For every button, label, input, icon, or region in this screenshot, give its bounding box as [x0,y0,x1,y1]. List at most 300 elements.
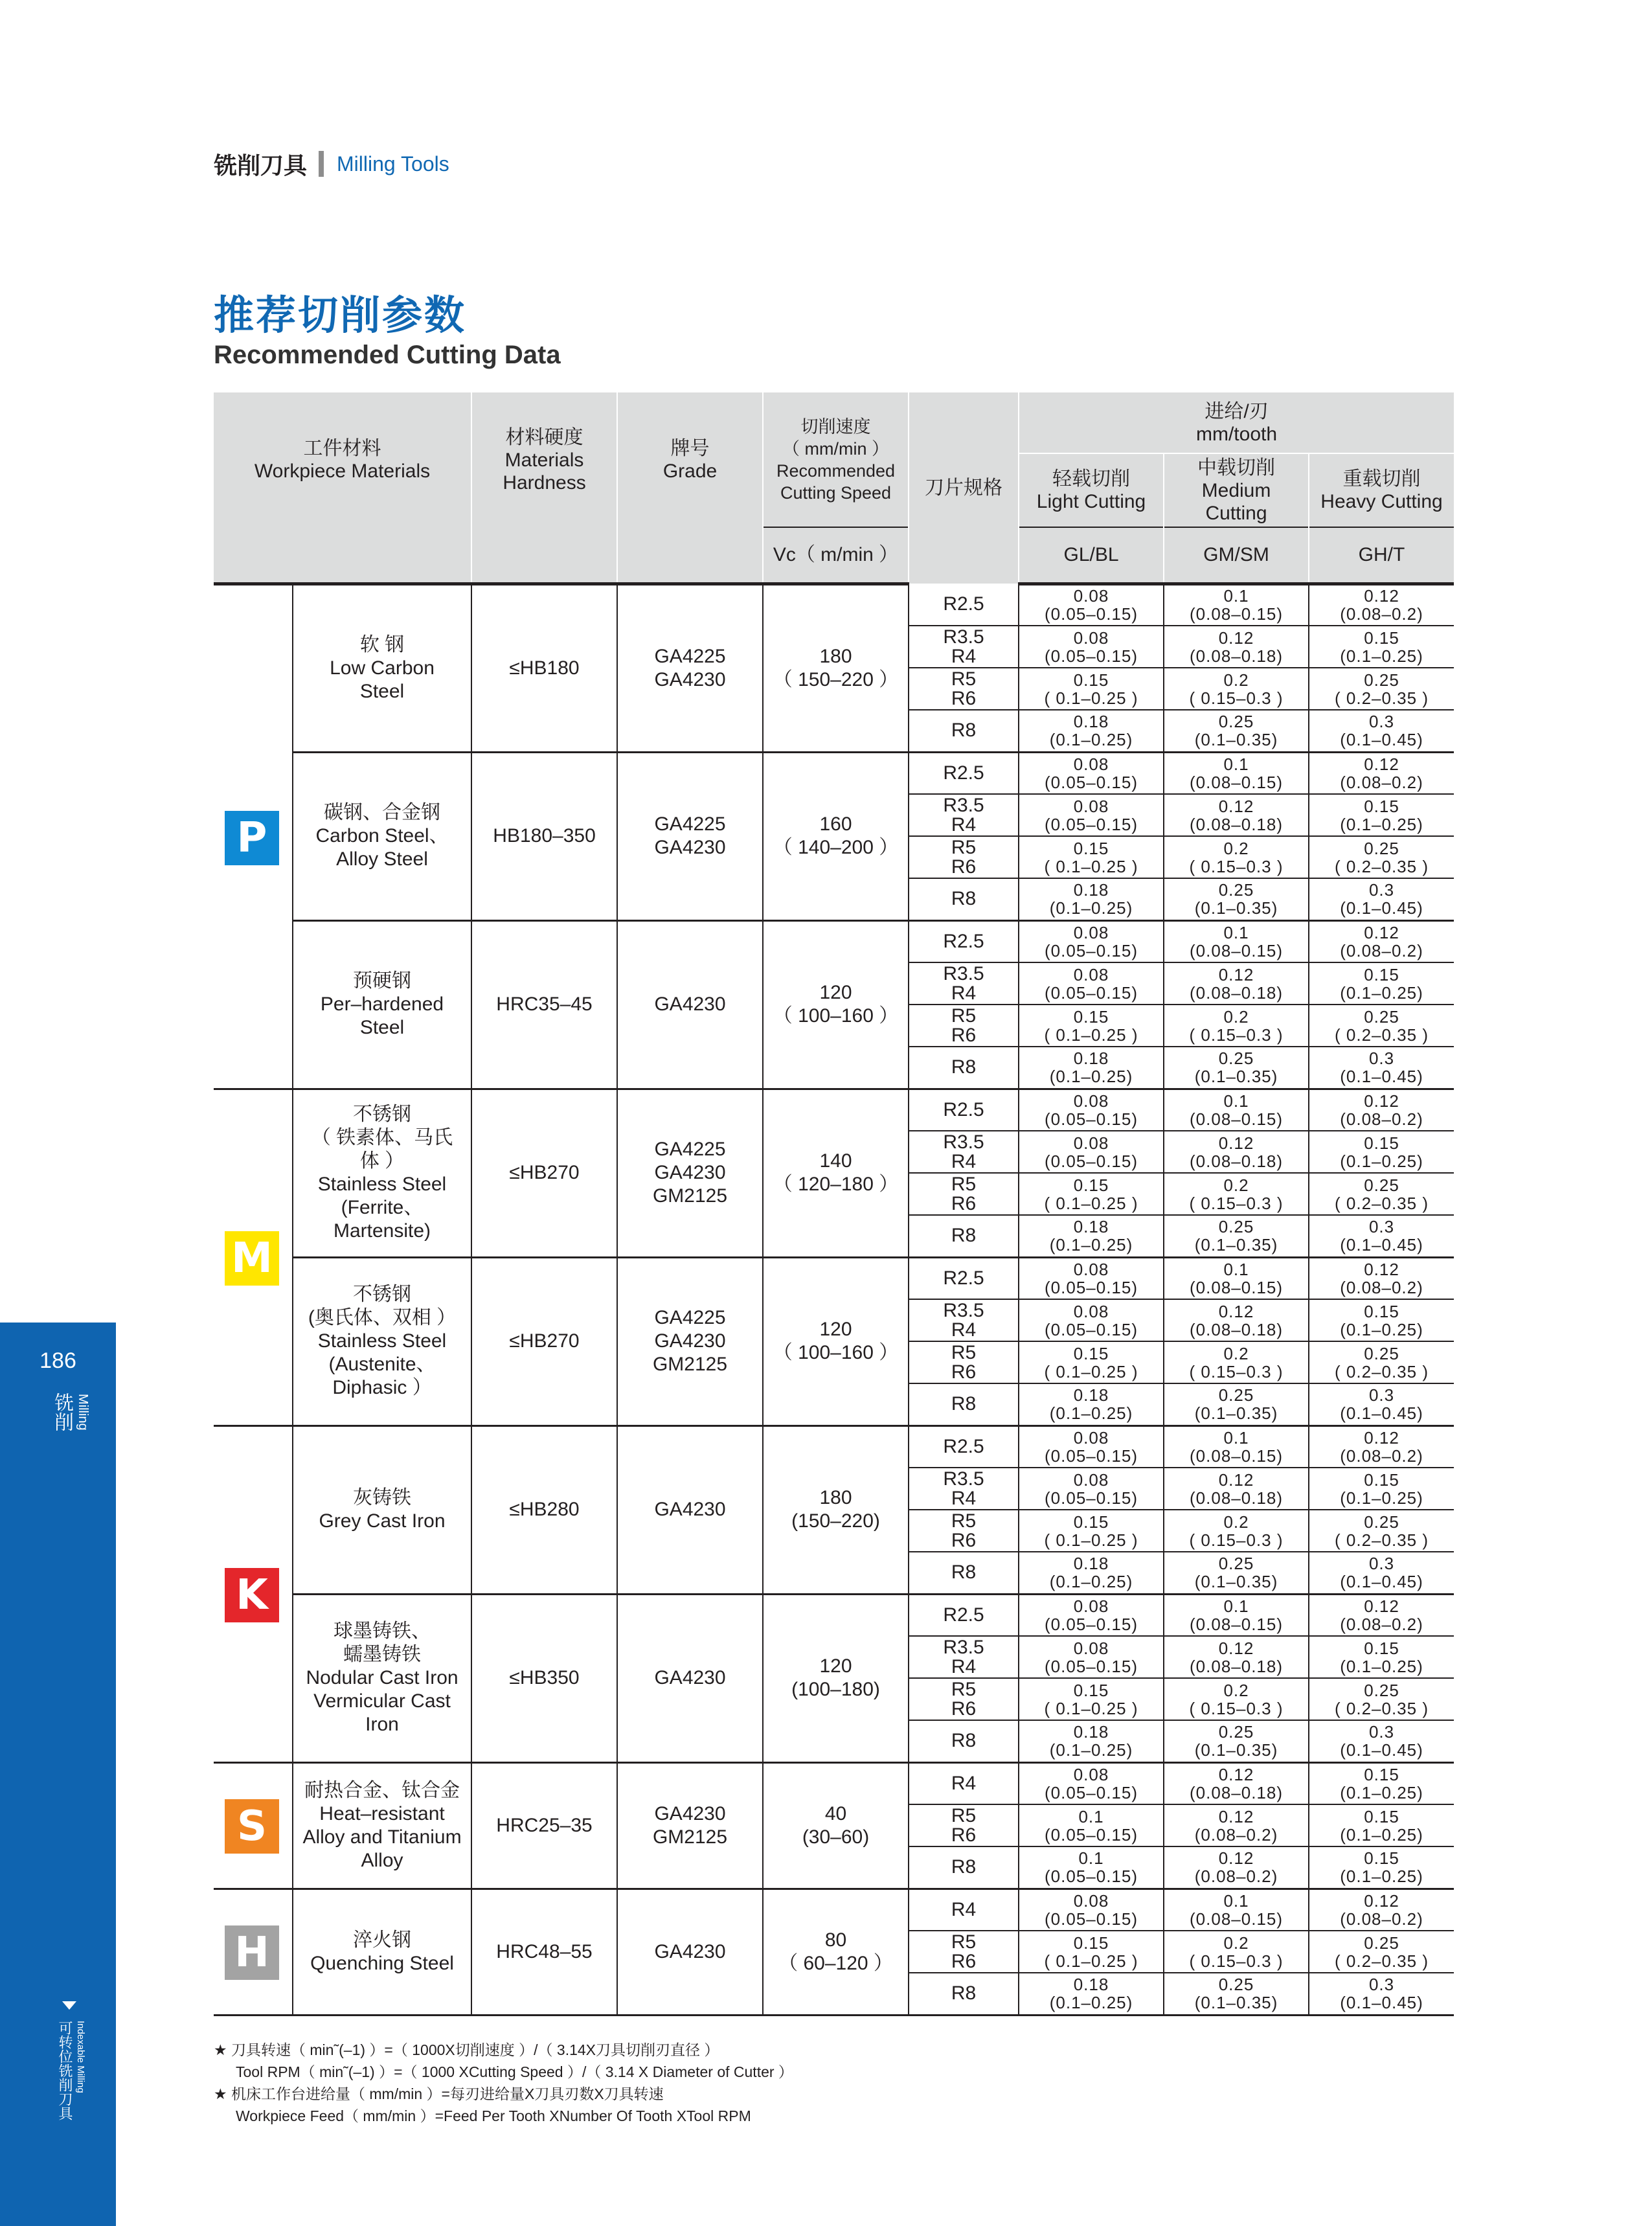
insert-size [909,1383,1019,1425]
cutting-speed [763,1594,909,1762]
text-line: ( 0.1–0.25 ) [1044,688,1138,708]
insert-size [909,710,1019,752]
side-footer-cn: 可转位铣削刀具 [57,2021,73,2120]
text-line: R8 [951,1730,977,1752]
feed-light [1019,1636,1164,1678]
feed-medium [1164,1720,1309,1762]
text-line: 0.08 [1073,796,1109,816]
text-line: (0.1–0.35) [1194,1067,1278,1087]
insert-size [909,1636,1019,1678]
iso-group-cell [214,1889,293,2015]
feed-light [1019,626,1164,668]
text-line: 0.12 [1364,1891,1399,1911]
text-line: 0.3 [1368,1554,1395,1574]
text-line: 0.25 [1364,1343,1399,1363]
insert-size [909,668,1019,710]
text-line: 0.25 [1364,1006,1399,1027]
feed-heavy [1309,1931,1454,1973]
feed-heavy [1309,920,1454,962]
insert-size [909,836,1019,878]
text-line: 0.15 [1364,628,1399,648]
text-line: 0.2 [1223,670,1249,690]
text-line: ( 0.15–0.3 ) [1189,1193,1284,1213]
text-line: Alloy and Titanium [302,1826,462,1848]
page-number: 186 [40,1348,76,1373]
text-line: Grey Cast Iron [319,1510,446,1532]
text-line: 0.15 [1073,670,1109,690]
header-blank-2 [471,527,617,584]
insert-size [909,1846,1019,1889]
text-line: 0.12 [1218,964,1254,984]
cutting-speed [763,584,909,752]
text-line: 0.08 [1073,1638,1109,1658]
table-body [214,584,1454,2015]
text-line: R5 [951,1173,977,1195]
insert-size [909,1804,1019,1846]
feed-medium [1164,1931,1309,1973]
text-line: 0.3 [1368,1217,1395,1237]
table-row [214,1257,1454,1299]
text-line: (0.1–0.35) [1194,1235,1278,1255]
text-line: GA4225 [654,645,726,667]
cutting-speed [763,1425,909,1594]
text-line: ( 0.1–0.25 ) [1044,1193,1138,1213]
text-line: Diphasic ） [332,1377,432,1398]
text-line: 0.15 [1073,1006,1109,1027]
feed-heavy [1309,1425,1454,1468]
text-line: 0.25 [1364,1175,1399,1195]
text-line: 40 [824,1802,847,1824]
text-line: 0.15 [1364,964,1399,984]
text-line: 0.25 [1218,880,1254,900]
text-line: 120 [819,1319,852,1340]
feed-heavy [1309,878,1454,920]
insert-size [909,1299,1019,1341]
text-line: ( 0.15–0.3 ) [1189,1951,1284,1971]
text-line: ( 0.2–0.35 ) [1335,856,1429,876]
feed-heavy [1309,1678,1454,1720]
text-line: R6 [951,1361,977,1383]
text-line: 0.15 [1073,1933,1109,1953]
text-line: 80 [824,1929,847,1951]
text-line: 0.12 [1364,1259,1399,1279]
feed-light [1019,1425,1164,1468]
text-line: （ 铁素体、马氏 [311,1127,453,1148]
text-line: R3.5 [943,1299,984,1321]
text-line: R2.5 [943,762,984,784]
feed-medium [1164,1510,1309,1552]
text-line: R6 [951,856,977,878]
feed-medium [1164,1804,1309,1846]
text-line: (0.1–0.25) [1340,1488,1423,1508]
feed-medium [1164,752,1309,794]
text-line: (0.05–0.15) [1045,1824,1138,1845]
iso-badge-p: P [225,811,279,865]
header-light-cutting: 轻载切削 Light Cutting [1019,453,1164,527]
material-hardness: ≤HB180 [471,584,617,752]
text-line: 0.1 [1078,1806,1104,1826]
insert-size [909,1552,1019,1594]
header-blank-1 [214,527,471,584]
insert-size [909,1762,1019,1804]
text-line: (0.1–0.45) [1340,1572,1423,1592]
feed-light [1019,1552,1164,1594]
text-line: Carbon Steel、 [315,825,449,846]
text-line: 0.15 [1073,1175,1109,1195]
text-line: (0.1–0.35) [1194,1740,1278,1760]
feed-medium [1164,1425,1309,1468]
feed-light [1019,1762,1164,1804]
text-line: 160 [819,813,852,835]
page-title [214,293,561,370]
text-line: (0.08–0.2) [1340,940,1423,960]
text-line: R8 [951,1393,977,1415]
text-line: R8 [951,1562,977,1584]
text-line: (0.05–0.15) [1045,1446,1138,1466]
text-line: (0.08–0.15) [1190,1109,1283,1129]
feed-heavy [1309,710,1454,752]
text-line: (0.1–0.25) [1049,1403,1133,1424]
text-line: (0.08–0.18) [1190,1782,1283,1802]
text-line: R5 [951,1341,977,1363]
text-line: 120 [819,1655,852,1677]
feed-light [1019,1383,1164,1425]
feed-medium [1164,1173,1309,1215]
feed-light [1019,1468,1164,1510]
feed-heavy [1309,1005,1454,1047]
feed-light [1019,1804,1164,1846]
text-line: 0.12 [1218,1806,1254,1826]
text-line: GA4225 [654,1139,726,1160]
feed-heavy [1309,794,1454,836]
text-line: 0.25 [1364,1933,1399,1953]
feed-heavy [1309,1089,1454,1131]
text-line: 0.12 [1218,628,1254,648]
text-line: (0.1–0.35) [1194,1403,1278,1424]
text-line: (0.1–0.35) [1194,1572,1278,1592]
material-hardness: HRC35–45 [471,920,617,1089]
iso-badge-k: K [225,1568,279,1622]
text-line: 0.1 [1223,1091,1249,1111]
text-line: R4 [951,1772,977,1794]
text-line: 0.12 [1218,1470,1254,1490]
text-line: 0.3 [1368,1975,1395,1995]
text-line: GA4230 [654,1940,726,1962]
text-line: 0.25 [1218,1722,1254,1742]
text-line: (0.08–0.2) [1340,772,1423,792]
feed-medium [1164,962,1309,1005]
text-line: 0.08 [1073,628,1109,648]
feed-light [1019,1005,1164,1047]
text-line: (0.1–0.25) [1340,982,1423,1003]
text-line: 0.25 [1364,1512,1399,1532]
text-line: ( 0.2–0.35 ) [1335,1193,1429,1213]
feed-medium [1164,1594,1309,1636]
text-line: R6 [951,1950,977,1972]
header-section-en: Milling Tools [337,152,449,176]
feed-heavy [1309,1720,1454,1762]
feed-light [1019,1341,1164,1383]
feed-light [1019,1131,1164,1173]
text-line: 0.08 [1073,1596,1109,1616]
insert-size [909,584,1019,626]
feed-heavy [1309,1173,1454,1215]
text-line: (0.08–0.15) [1190,1446,1283,1466]
text-line: (0.05–0.15) [1045,940,1138,960]
text-line: (0.08–0.2) [1340,604,1423,624]
text-line: (奥氏体、双相 ） [308,1307,457,1328]
material-hardness: HRC48–55 [471,1889,617,2015]
text-line: 0.3 [1368,1049,1395,1069]
feed-medium [1164,1047,1309,1089]
text-line: (0.08–0.2) [1194,1867,1278,1887]
feed-medium [1164,1131,1309,1173]
material-name [293,1425,471,1594]
header-section-cn: 铣削刀具 [214,152,308,179]
text-line: R3.5 [943,1468,984,1490]
header-blank-3 [617,527,763,584]
text-line: 0.08 [1073,754,1109,774]
material-grades [617,1762,763,1889]
feed-light [1019,1173,1164,1215]
text-line: R3.5 [943,626,984,648]
table-row [214,752,1454,794]
text-line: R5 [951,668,977,690]
text-line: 0.2 [1223,1343,1249,1363]
feed-light [1019,1215,1164,1257]
text-line: ( 0.15–0.3 ) [1189,1025,1284,1045]
feed-light [1019,668,1164,710]
text-line: （ 60–120 ） [778,1952,893,1974]
text-line: ( 0.2–0.35 ) [1335,688,1429,708]
text-line: 0.2 [1223,1175,1249,1195]
material-name [293,1594,471,1762]
text-line: ( 0.1–0.25 ) [1044,1951,1138,1971]
text-line: R6 [951,1192,977,1214]
feed-medium [1164,1889,1309,1931]
text-line: (0.1–0.25) [1340,1867,1423,1887]
text-line: 不锈钢 [353,1284,411,1305]
text-line: 0.15 [1364,1806,1399,1826]
text-line: R8 [951,888,977,910]
text-line: R8 [951,1856,977,1878]
text-line: Iron [365,1714,399,1735]
text-line: 0.08 [1073,964,1109,984]
text-line: (0.05–0.15) [1045,1867,1138,1887]
text-line: GA4230 [654,994,726,1015]
text-line: Martensite) [333,1220,431,1242]
material-name [293,1257,471,1425]
text-line: ( 0.15–0.3 ) [1189,1698,1284,1718]
header-speed-symbol: Vc（ m/min ） [763,527,909,584]
feed-heavy [1309,1973,1454,2015]
text-line: Stainless Steel [317,1330,447,1352]
text-line: Heat–resistant [319,1802,445,1824]
material-name [293,584,471,752]
text-line: 不锈钢 [353,1104,411,1125]
text-line: (0.05–0.15) [1045,1614,1138,1634]
text-line: (0.08–0.18) [1190,1319,1283,1339]
text-line: 0.12 [1218,1848,1254,1868]
text-line: 0.18 [1073,1385,1109,1405]
iso-badge-h: H [225,1925,279,1980]
text-line: 0.12 [1218,1133,1254,1153]
insert-size [909,1510,1019,1552]
text-line: 0.15 [1364,796,1399,816]
text-line: (0.1–0.25) [1049,1067,1133,1087]
text-line: (100–180) [791,1679,880,1700]
feed-light [1019,1510,1164,1552]
text-line: (0.08–0.15) [1190,1614,1283,1634]
feed-heavy [1309,1047,1454,1089]
text-line: (0.1–0.25) [1340,1656,1423,1676]
text-line: 0.08 [1073,1259,1109,1279]
text-line: (0.1–0.35) [1194,730,1278,750]
feed-heavy [1309,1636,1454,1678]
feed-heavy [1309,1131,1454,1173]
text-line: 0.18 [1073,1217,1109,1237]
text-line: R5 [951,1804,977,1826]
text-line: 软 钢 [359,633,405,655]
feed-heavy [1309,668,1454,710]
title-cn: 推荐切削参数 [214,293,467,338]
text-line: 0.25 [1218,1554,1254,1574]
text-line: 140 [819,1150,852,1172]
text-line: (0.1–0.25) [1340,1151,1423,1171]
feed-light [1019,1720,1164,1762]
text-line: 0.2 [1223,1680,1249,1700]
text-line: (0.05–0.15) [1045,1109,1138,1129]
note-line: Workpiece Feed（ mm/min ）=Feed Per Tooth XNumber Of Tooth XTool RPM [236,2107,751,2124]
text-line: R5 [951,1510,977,1532]
text-line: 0.18 [1073,880,1109,900]
feed-medium [1164,1257,1309,1299]
text-line: GA4230 [654,1162,726,1183]
text-line: R4 [951,982,977,1004]
iso-group-cell [214,1425,293,1762]
feed-heavy [1309,584,1454,626]
material-grades [617,584,763,752]
feed-light [1019,1299,1164,1341]
text-line: R2.5 [943,930,984,952]
text-line: 0.2 [1223,1933,1249,1953]
text-line: 0.08 [1073,586,1109,606]
text-line: 0.25 [1218,1975,1254,1995]
text-line: (0.1–0.25) [1340,1319,1423,1339]
feed-medium [1164,1973,1309,2015]
text-line: 0.18 [1073,712,1109,732]
text-line: ( 0.1–0.25 ) [1044,1025,1138,1045]
text-line: 180 [819,1487,852,1508]
text-line: (0.08–0.2) [1194,1824,1278,1845]
text-line: ( 0.2–0.35 ) [1335,1361,1429,1381]
feed-light [1019,962,1164,1005]
text-line: (0.1–0.25) [1340,814,1423,834]
title-en: Recommended Cutting Data [214,341,561,369]
text-line: ( 0.2–0.35 ) [1335,1530,1429,1550]
text-line: R2.5 [943,1267,984,1289]
feed-light [1019,710,1164,752]
material-hardness: HRC25–35 [471,1762,617,1889]
feed-heavy [1309,1846,1454,1889]
text-line: ( 0.1–0.25 ) [1044,856,1138,876]
material-hardness: ≤HB270 [471,1089,617,1257]
insert-size [909,752,1019,794]
material-grades [617,1089,763,1257]
insert-size [909,1131,1019,1173]
text-line: 0.08 [1073,1427,1109,1448]
iso-group-cell [214,1762,293,1889]
text-line: 0.08 [1073,1764,1109,1784]
text-line: R6 [951,687,977,709]
text-line: (150–220) [791,1510,880,1532]
insert-size [909,1341,1019,1383]
text-line: (0.08–0.18) [1190,814,1283,834]
cutting-speed [763,1889,909,2015]
text-line: 0.25 [1218,712,1254,732]
text-line: R2.5 [943,1435,984,1457]
text-line: (0.1–0.45) [1340,1403,1423,1424]
insert-size [909,920,1019,962]
cutting-speed [763,920,909,1089]
feed-medium [1164,920,1309,962]
text-line: GA4230 [654,1667,726,1688]
text-line: R4 [951,813,977,835]
header-feed: 进给/刃 mm/tooth [1019,392,1454,453]
text-line: Stainless Steel [317,1174,447,1195]
feed-light [1019,1931,1164,1973]
text-line: 0.15 [1073,1512,1109,1532]
text-line: 0.12 [1364,754,1399,774]
text-line: (0.05–0.15) [1045,1319,1138,1339]
text-line: R8 [951,1225,977,1247]
text-line: R4 [951,1898,977,1920]
header-medium-cutting: 中载切削 Medium Cutting [1164,453,1309,527]
note-line: Tool RPM（ min˜(–1) ）=（ 1000 XCutting Speed ）/（ 3.14 X Diameter of Cutter ） [236,2063,793,2080]
text-line: 0.15 [1364,1301,1399,1321]
text-line: (0.08–0.15) [1190,772,1283,792]
feed-medium [1164,1383,1309,1425]
text-line: ( 0.2–0.35 ) [1335,1025,1429,1045]
insert-size [909,1931,1019,1973]
material-hardness: ≤HB350 [471,1594,617,1762]
text-line: GM2125 [652,1354,728,1375]
text-line: GA4225 [654,813,726,835]
feed-light [1019,920,1164,962]
side-section-en: Milling [76,1394,90,1431]
text-line: R6 [951,1824,977,1846]
header-medium-code: GM/SM [1164,527,1309,584]
feed-heavy [1309,1341,1454,1383]
iso-badge-s: S [225,1799,279,1854]
page-header [214,148,449,180]
text-line: GA4230 [654,668,726,690]
text-line: ( 0.1–0.25 ) [1044,1361,1138,1381]
text-line: R5 [951,1678,977,1700]
text-line: R2.5 [943,593,984,615]
text-line: 0.12 [1364,922,1399,942]
material-name [293,1089,471,1257]
text-line: ( 0.1–0.25 ) [1044,1698,1138,1718]
text-line: 0.12 [1364,1427,1399,1448]
text-line: (0.05–0.15) [1045,1656,1138,1676]
feed-medium [1164,1341,1309,1383]
text-line: GM2125 [652,1185,728,1207]
table-row [214,1425,1454,1468]
text-line: (0.05–0.15) [1045,604,1138,624]
text-line: (0.08–0.18) [1190,982,1283,1003]
material-name [293,1762,471,1889]
